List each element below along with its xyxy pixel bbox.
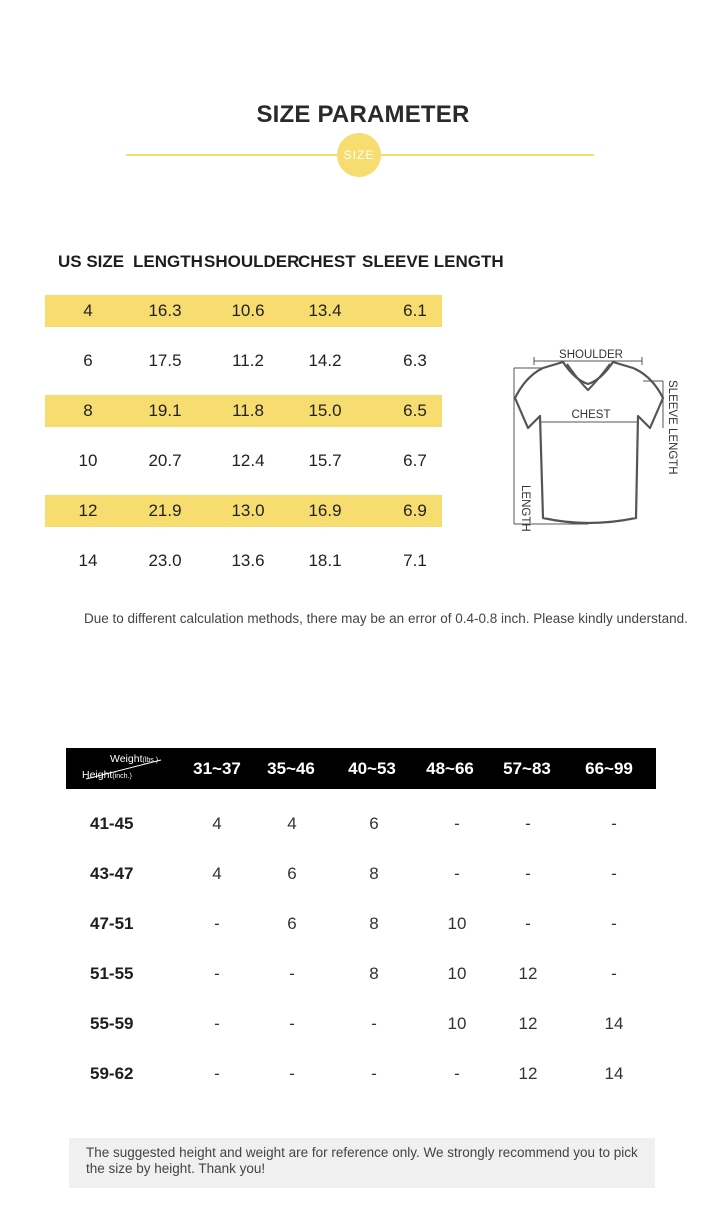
size-cell: 14 [78,551,98,570]
height-row-label: 59-62 [90,1064,134,1083]
weight-col-header: 40~53 [348,759,396,778]
shoulder-cell: 12.4 [231,451,265,470]
wh-cell: - [454,1064,460,1083]
shoulder-cell: 13.6 [231,551,265,570]
sleeve-cell: 6.5 [403,401,427,420]
shoulder-cell: 11.2 [232,351,264,370]
chest-cell: 13.4 [308,301,342,320]
size-cell: 6 [83,351,93,370]
weight-col-header: 48~66 [426,759,474,778]
wh-cell: - [611,964,617,983]
wh-cell: 10 [447,1014,467,1033]
wh-cell: - [214,1014,220,1033]
chest-label: CHEST [571,409,611,421]
weight-corner-label: Weight(lbs.) [110,753,159,765]
wh-cell: 4 [212,864,222,883]
length-cell: 20.7 [148,451,182,470]
wh-cell: 10 [447,914,467,933]
wh-cell: 8 [369,964,379,983]
sleeve-cell: 6.7 [403,451,427,470]
page-title: SIZE PARAMETER [256,101,470,128]
size-cell: 12 [78,501,98,520]
wh-cell: - [371,1014,377,1033]
tshirt-outline-icon [515,362,663,523]
sleeve-length-label: SLEEVE LENGTH [666,380,678,475]
col-us-size: US SIZE [58,252,125,271]
wh-cell: 6 [369,814,379,833]
sleeve-cell: 6.9 [403,501,427,520]
length-cell: 17.5 [148,351,182,370]
chest-cell: 15.0 [308,401,342,420]
size-cell: 4 [83,301,93,320]
measurement-note: Due to different calculation methods, there may be an error of 0.4-0.8 inch. Please kindly understand. [84,611,688,626]
wh-cell: 6 [287,864,297,883]
wh-cell: 12 [518,1064,538,1083]
wh-cell: 8 [369,864,379,883]
chest-cell: 18.1 [308,551,342,570]
wh-cell: - [611,864,617,883]
height-row-label: 51-55 [90,964,134,983]
length-cell: 21.9 [148,501,182,520]
wh-cell: - [611,814,617,833]
col-sleeve-length: SLEEVE LENGTH [362,252,504,271]
weight-col-header: 35~46 [267,759,315,778]
size-cell: 8 [83,401,93,420]
weight-col-header: 66~99 [585,759,633,778]
wh-cell: - [525,864,531,883]
wh-cell: 12 [518,1014,538,1033]
wh-cell: - [214,964,220,983]
wh-cell: - [371,1064,377,1083]
length-cell: 19.1 [148,401,182,420]
chest-cell: 14.2 [308,351,342,370]
col-chest: CHEST [298,252,356,271]
wh-cell: - [611,914,617,933]
tshirt-diagram [500,340,690,540]
wh-cell: 8 [369,914,379,933]
height-row-label: 47-51 [90,914,134,933]
wh-cell: - [525,814,531,833]
wh-cell: - [454,814,460,833]
wh-cell: - [289,1064,295,1083]
weight-col-header: 57~83 [503,759,551,778]
sleeve-cell: 7.1 [403,551,427,570]
height-row-label: 43-47 [90,864,134,883]
chest-cell: 16.9 [308,501,342,520]
col-shoulder: SHOULDER [204,252,300,271]
wh-cell: 4 [287,814,297,833]
wh-cell: - [214,1064,220,1083]
wh-cell: - [289,964,295,983]
length-label: LENGTH [519,485,531,532]
shoulder-cell: 11.8 [232,401,264,420]
wh-cell: - [454,864,460,883]
col-length: LENGTH [133,252,203,271]
wh-cell: - [214,914,220,933]
wh-cell: - [289,1014,295,1033]
wh-cell: - [525,914,531,933]
shoulder-cell: 10.6 [231,301,265,320]
shoulder-cell: 13.0 [231,501,265,520]
wh-cell: 4 [212,814,222,833]
weight-col-header: 31~37 [193,759,241,778]
height-row-label: 55-59 [90,1014,134,1033]
wh-cell: 14 [604,1014,624,1033]
size-cell: 10 [78,451,98,470]
wh-cell: 14 [604,1064,624,1083]
wh-cell: 12 [518,964,538,983]
sleeve-cell: 6.3 [403,351,427,370]
length-cell: 23.0 [148,551,182,570]
footer-note-text: The suggested height and weight are for reference only. We strongly recommend you to pick the size by height. Thank you! [86,1145,638,1176]
shoulder-label: SHOULDER [559,349,623,361]
size-badge: SIZE [337,133,381,177]
length-cell: 16.3 [148,301,182,320]
wh-cell: 6 [287,914,297,933]
sleeve-cell: 6.1 [403,301,427,320]
chest-cell: 15.7 [308,451,342,470]
height-row-label: 41-45 [90,814,134,833]
height-corner-label: Height(inch.) [82,769,132,781]
wh-cell: 10 [447,964,467,983]
